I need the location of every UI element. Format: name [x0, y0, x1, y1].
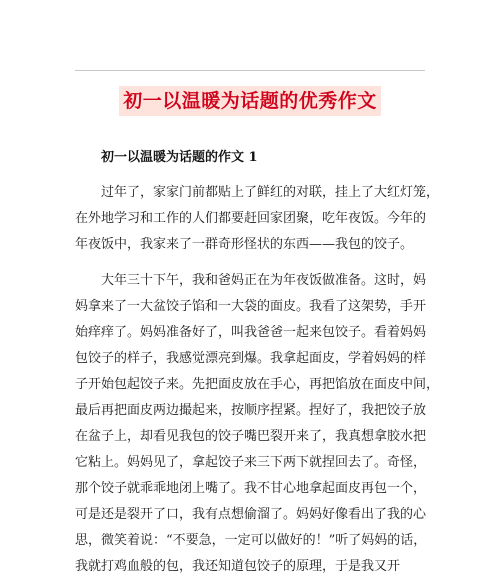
paragraph-line: 我就打鸡血般的包，我还知道包饺子的原理，于是我又开	[75, 559, 401, 574]
essay-subtitle: 初一以温暖为话题的作文 1	[101, 150, 258, 165]
paragraph-line: 最后再把面皮两边撮起来，按顺序捏紧。捏好了，我把饺子放	[75, 403, 427, 418]
header-divider	[75, 70, 425, 71]
paragraph-line: 思，微笑着说：“不要急，一定可以做好的！”听了妈妈的话，	[75, 533, 427, 548]
paragraph-line: 年夜饭中，我家来了一群奇形怪状的东西——我包的饺子。	[75, 237, 414, 252]
paragraph-1	[75, 180, 440, 258]
paragraph-line: 妈拿来了一大盆饺子馅和一大袋的面皮。我看了这架势，手开	[75, 299, 427, 314]
paragraph-line: 它粘上。妈妈见了，拿起饺子来三下两下就捏回去了。奇怪，	[75, 455, 427, 470]
paragraph-line: 在盆子上，却看见我包的饺子嘴巴裂开来了，我真想拿胶水把	[75, 429, 427, 444]
paragraph-line: 在外地学习和工作的人们都要赶回家团聚，吃年夜饭。今年的	[75, 211, 427, 226]
paragraph-line: 可是还是裂开了口，我有点想偷溜了。妈妈好像看出了我的心	[75, 507, 427, 522]
document-title: 初一以温暖为话题的优秀作文	[119, 86, 381, 116]
paragraph-line: 大年三十下午，我和爸妈正在为年夜饭做准备。这时，妈	[101, 273, 427, 288]
paragraph-2	[75, 268, 440, 580]
paragraph-line: 那个饺子就乖乖地闭上嘴了。我不甘心地拿起面皮再包一个，	[75, 481, 427, 496]
title-container	[0, 86, 500, 116]
paragraph-line: 始痒痒了。妈妈准备好了，叫我爸爸一起来包饺子。看着妈妈	[75, 325, 427, 340]
paragraph-line: 包饺子的样子，我感觉漂亮到爆。我拿起面皮，学着妈妈的样	[75, 351, 427, 366]
paragraph-line: 过年了，家家门前都贴上了鲜红的对联，挂上了大红灯笼，	[101, 185, 440, 200]
paragraph-line: 子开始包起饺子来。先把面皮放在手心，再把馅放在面皮中间，	[75, 377, 440, 392]
